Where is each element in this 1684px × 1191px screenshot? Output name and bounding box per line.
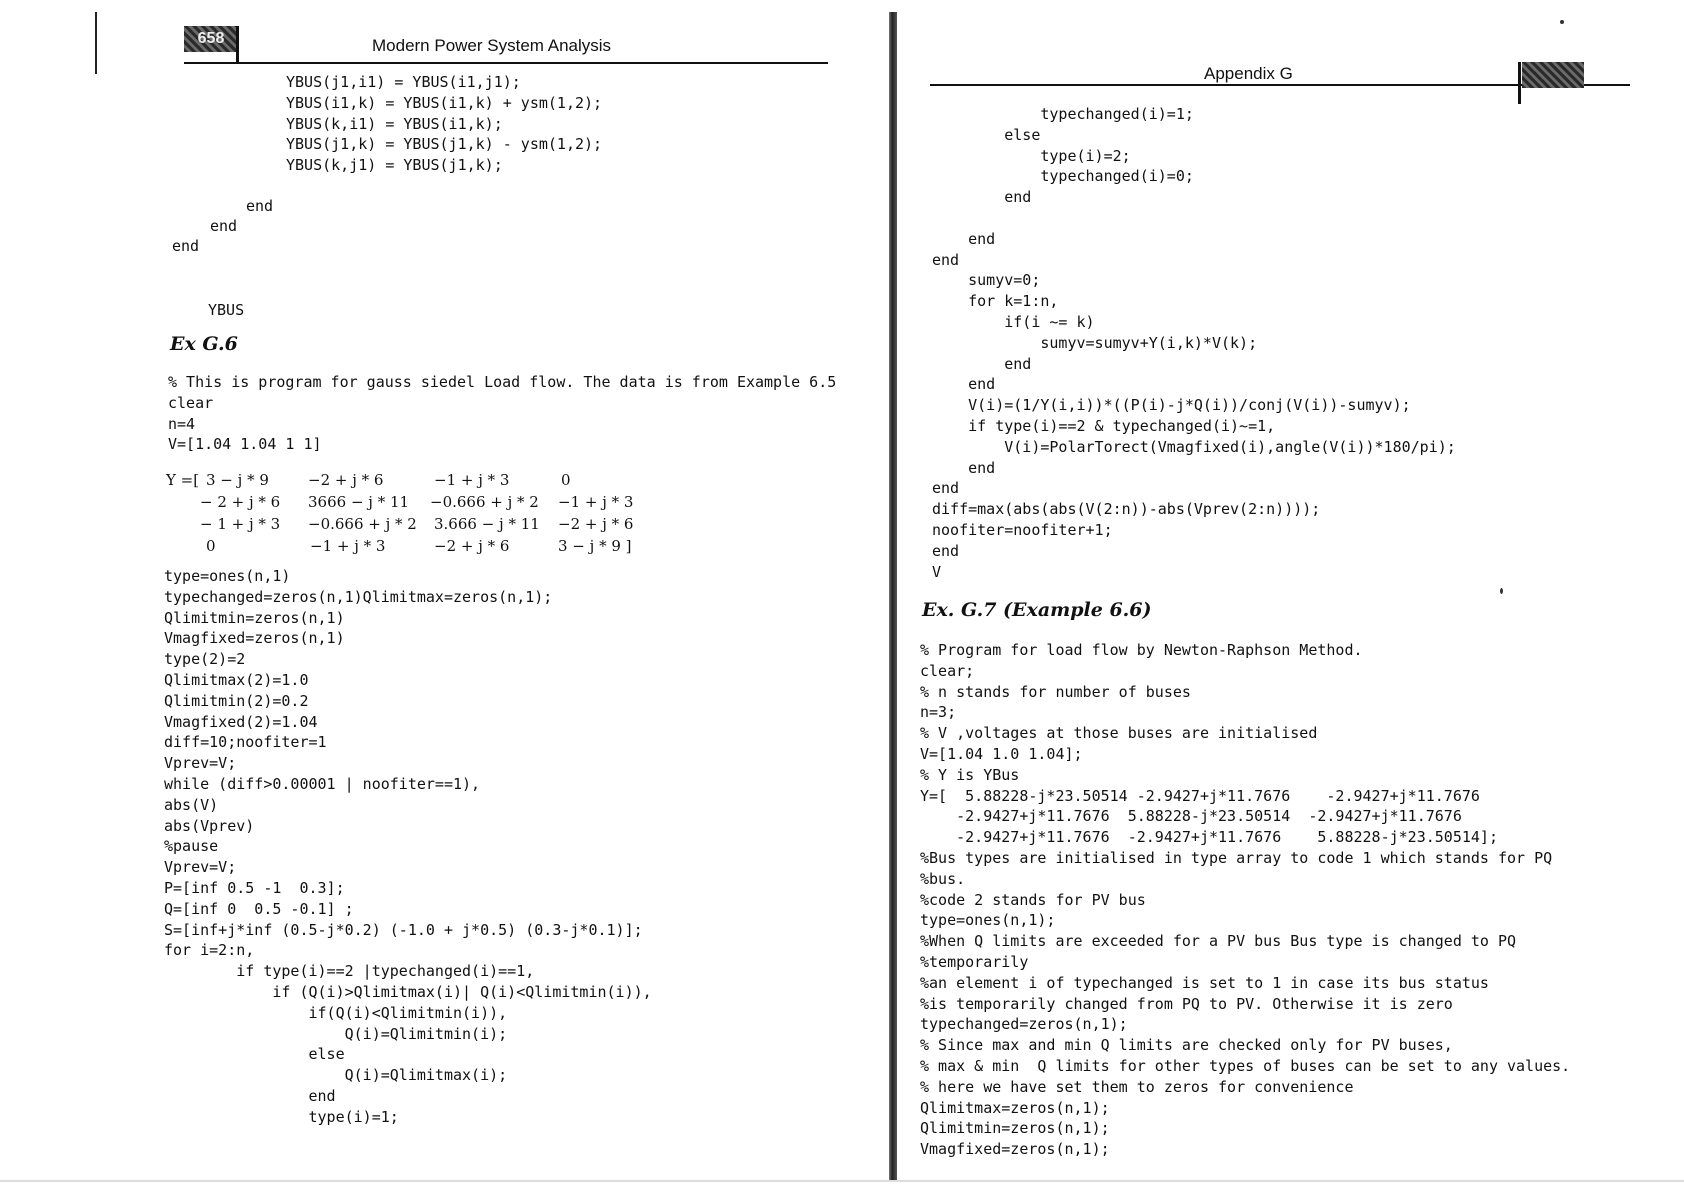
left-header-rule	[184, 62, 828, 64]
matrix-cell: 3.666 − j * 11	[434, 515, 540, 533]
matrix-cell: −2 + j * 6	[558, 515, 634, 533]
code-gauss-seidel-continued: typechanged(i)=1; else type(i)=2; typechanged(i)=0; end end end sumyv=0; for k=1:n, if(i ~= k) sumyv=sumyv+Y(i,k)*V(k); end end V(i)=(1/Y(i,i))*((P(i)-j*Q(i))/conj(V(i))-sumyv); if type(i)==2 & typechanged(i)~=1, V(i)=PolarTorect(Vmagfixed(i),angle(V(i))*180/pi); end end diff=max(abs(abs(V(2:n))-abs(Vprev(2:n)))); noofiter=noofiter+1; end V	[932, 105, 1456, 581]
matrix-cell: −2 + j * 6	[308, 471, 384, 489]
code-gauss-seidel-intro: % This is program for gauss siedel Load flow. The data is from Example 6.5 clear n=4 V=[1.04 1.04 1 1]	[168, 373, 837, 454]
code-gauss-seidel-main: type=ones(n,1) typechanged=zeros(n,1)Qlimitmax=zeros(n,1); Qlimitmin=zeros(n,1) Vmagfixed=zeros(n,1) type(2)=2 Qlimitmax(2)=1.0 Qlimitmin(2)=0.2 Vmagfixed(2)=1.04 diff=10;noofiter=1 Vprev=V; while (diff>0.00001 | noofiter==1), abs(V) abs(Vprev) %pause Vprev=V; P=[inf 0.5 -1 0.3]; Q=[inf 0 0.5 -0.1] ; S=[inf+j*inf (0.5-j*0.2) (-1.0 + j*0.5) (0.3-j*0.1)]; for i=2:n, if type(i)==2 |typechanged(i)==1, if (Q(i)>Qlimitmax(i)| Q(i)<Qlimitmin(i)), if(Q(i)<Qlimitmin(i)), Q(i)=Qlimitmin(i); else Q(i)=Qlimitmax(i); end type(i)=1;	[164, 567, 652, 1126]
code-end-inner: end	[246, 197, 274, 215]
matrix-cell: − 2 + j * 6	[200, 493, 281, 511]
left-header-tick	[236, 26, 239, 64]
matrix-row	[166, 515, 666, 537]
code-end-middle: end	[210, 217, 238, 235]
admittance-matrix	[166, 471, 666, 561]
matrix-cell: − 1 + j * 3	[200, 515, 281, 533]
left-page-number: 658	[184, 26, 238, 52]
code-ybus-output: YBUS	[208, 301, 245, 319]
matrix-cell: −1 + j * 3	[310, 537, 386, 555]
matrix-cell: 3 − j * 9 ]	[558, 537, 632, 555]
matrix-cell: 0	[561, 471, 571, 489]
right-page	[880, 0, 1684, 1191]
matrix-cell: −0.666 + j * 2	[430, 493, 539, 511]
matrix-cell: −1 + j * 3	[434, 471, 510, 489]
matrix-cell: −1 + j * 3	[558, 493, 634, 511]
matrix-row	[166, 493, 666, 515]
right-page-number	[1522, 62, 1584, 88]
scan-speck	[1500, 588, 1503, 594]
example-heading-g6: Ex G.6	[170, 333, 238, 355]
matrix-row	[166, 537, 666, 559]
matrix-cell: 3 − j * 9	[206, 471, 269, 489]
matrix-cell: 3666 − j * 11	[308, 493, 410, 511]
right-running-title: Appendix G	[1204, 64, 1293, 83]
matrix-cell: −0.666 + j * 2	[308, 515, 417, 533]
example-heading-g7: Ex. G.7 (Example 6.6)	[922, 599, 1152, 621]
right-header-tick	[1518, 62, 1521, 104]
code-ybus-assignments: YBUS(j1,i1) = YBUS(i1,j1); YBUS(i1,k) = YBUS(i1,k) + ysm(1,2); YBUS(k,i1) = YBUS(i1,k); YBUS(j1,k) = YBUS(j1,k) - ysm(1,2); YBUS(k,j1) = YBUS(j1,k);	[286, 73, 603, 175]
matrix-cell: −2 + j * 6	[434, 537, 510, 555]
matrix-row	[166, 471, 666, 493]
matrix-prefix: Y =[	[166, 471, 200, 489]
scan-speck	[1560, 20, 1564, 24]
matrix-cell: 0	[206, 537, 216, 555]
left-running-title: Modern Power System Analysis	[372, 36, 612, 55]
code-end-outer: end	[172, 237, 200, 255]
code-newton-raphson: % Program for load flow by Newton-Raphson Method. clear; % n stands for number of buses n=3; % V ,voltages at those buses are initialised V=[1.04 1.0 1.04]; % Y is YBus Y=[ 5.88228-j*23.50514 -2.9427+j*11.7676 -2.9427+j*11.7676 -2.9427+j*11.7676 5.88228-j*23.50514 -2.9427+j*11.7676 -2.9427+j*11.7676 -2.9427+j*11.7676 5.88228-j*23.50514]; %Bus types are initialised in type array to code 1 which stands for PQ %bus. %code 2 stands for PV bus type=ones(n,1); %When Q limits are exceeded for a PV bus Bus type is changed to PQ %temporarily %an element i of typechanged is set to 1 in case its bus status %is temporarily changed from PQ to PV. Otherwise it is zero typechanged=zeros(n,1); % Since max and min Q limits are checked only for PV buses, % max & min Q limits for other types of buses can be set to any values. % here we have set them to zeros for convenience Qlimitmax=zeros(n,1); Qlimitmin=zeros(n,1); Vmagfixed=zeros(n,1);	[920, 641, 1571, 1159]
